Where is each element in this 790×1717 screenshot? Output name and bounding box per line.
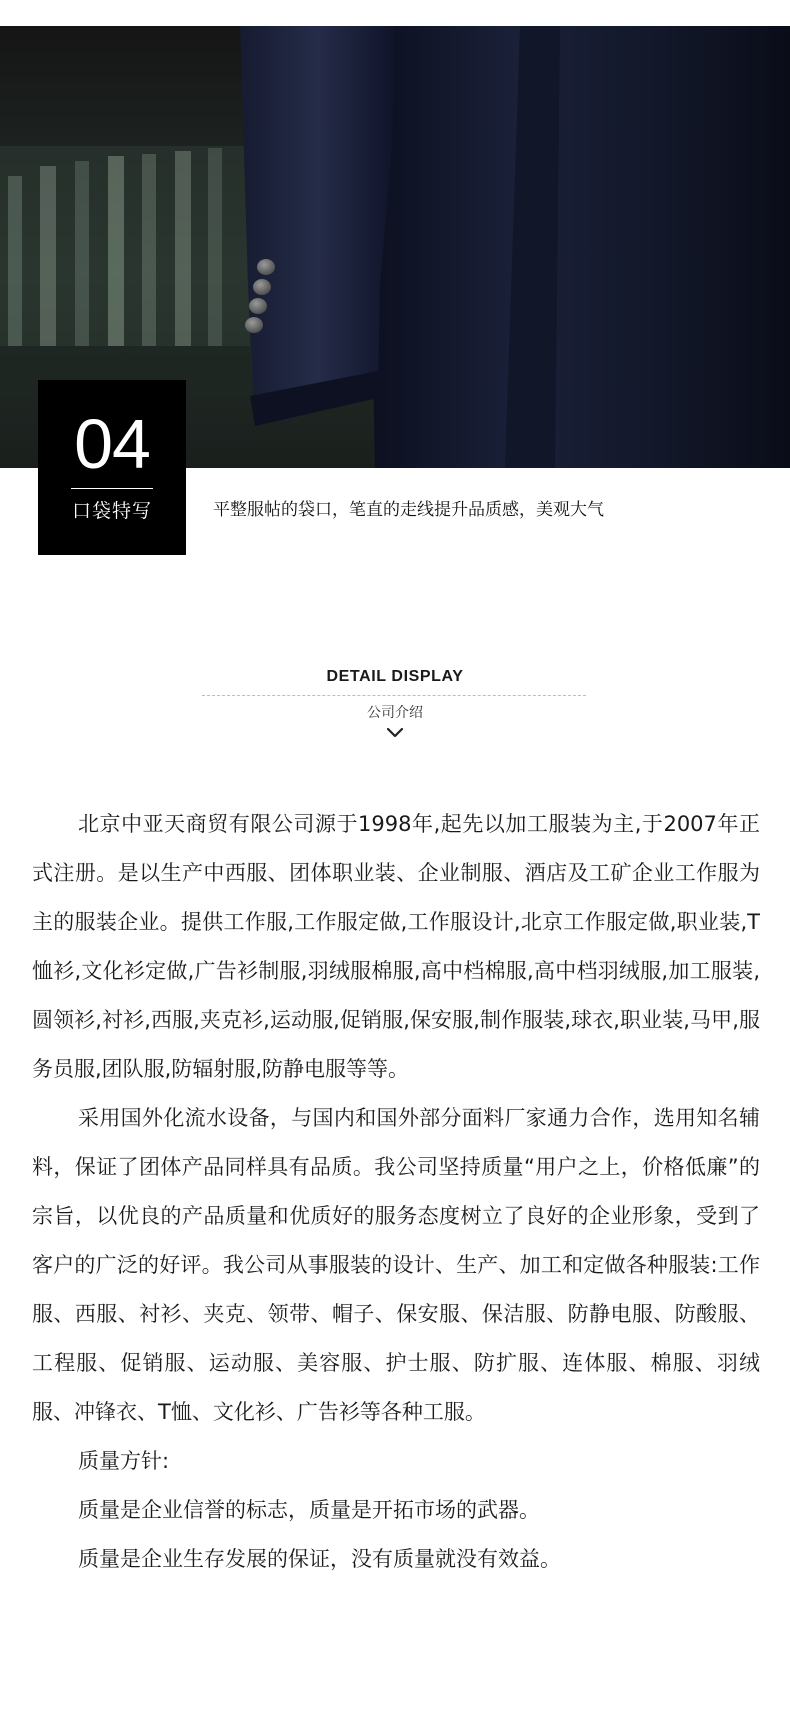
feature-caption: 平整服帖的袋口，笔直的走线提升品质感，美观大气 [213,500,604,520]
quality-policy-heading: 质量方针: [78,1449,170,1473]
section-title: DETAIL DISPLAY [326,668,464,685]
company-intro [32,800,760,1584]
feature-badge [38,380,186,555]
section-subtitle: 公司介绍 [367,705,423,721]
section-divider [202,695,586,696]
production-paragraph: 采用国外化流水设备，与国内和国外部分面料厂家通力合作，选用知名辅料，保证了团体产品同样具有品质。我公司坚持质量“用户之上，价格低廉”的宗旨，以优良的产品质量和优质好的服务态度树立了良好的企业形象，受到了客户的广泛的好评。我公司从事服装的设计、生产、加工和定做各种服装:工作服、西服、衬衫、夹克、领带、帽子、保安服、保洁服、防静电服、防酸服、工程服、促销服、运动服、美容服、护士服、防扩服、连体服、棉服、羽绒服、冲锋衣、T恤、文化衫、广告衫等各种工服。 [32,1106,760,1424]
quality-policy-line: 质量是企业生存发展的保证，没有质量就没有效益。 [78,1547,561,1571]
feature-label: 口袋特写 [71,500,152,522]
quality-policy-line: 质量是企业信誉的标志，质量是开拓市场的武器。 [78,1498,540,1522]
chevron-down-icon [386,726,404,740]
top-spacer [0,0,790,26]
badge-divider [71,488,153,489]
intro-paragraph: 北京中亚天商贸有限公司源于1998年,起先以加工服装为主,于2007年正式注册。是以生产中西服、团体职业装、企业制服、酒店及工矿企业工作服为主的服装企业。提供工作服,工作服定做,工作服设计,北京工作服定做,职业装,T恤衫,文化衫定做,广告衫制服,羽绒服棉服,高中档棉服,高中档羽绒服,加工服装,圆领衫,衬衫,西服,夹克衫,运动服,促销服,保安服,制作服装,球衣,职业装,马甲,服务员服,团队服,防辐射服,防静电服等等。 [32,812,760,1081]
feature-number: 04 [74,405,150,483]
